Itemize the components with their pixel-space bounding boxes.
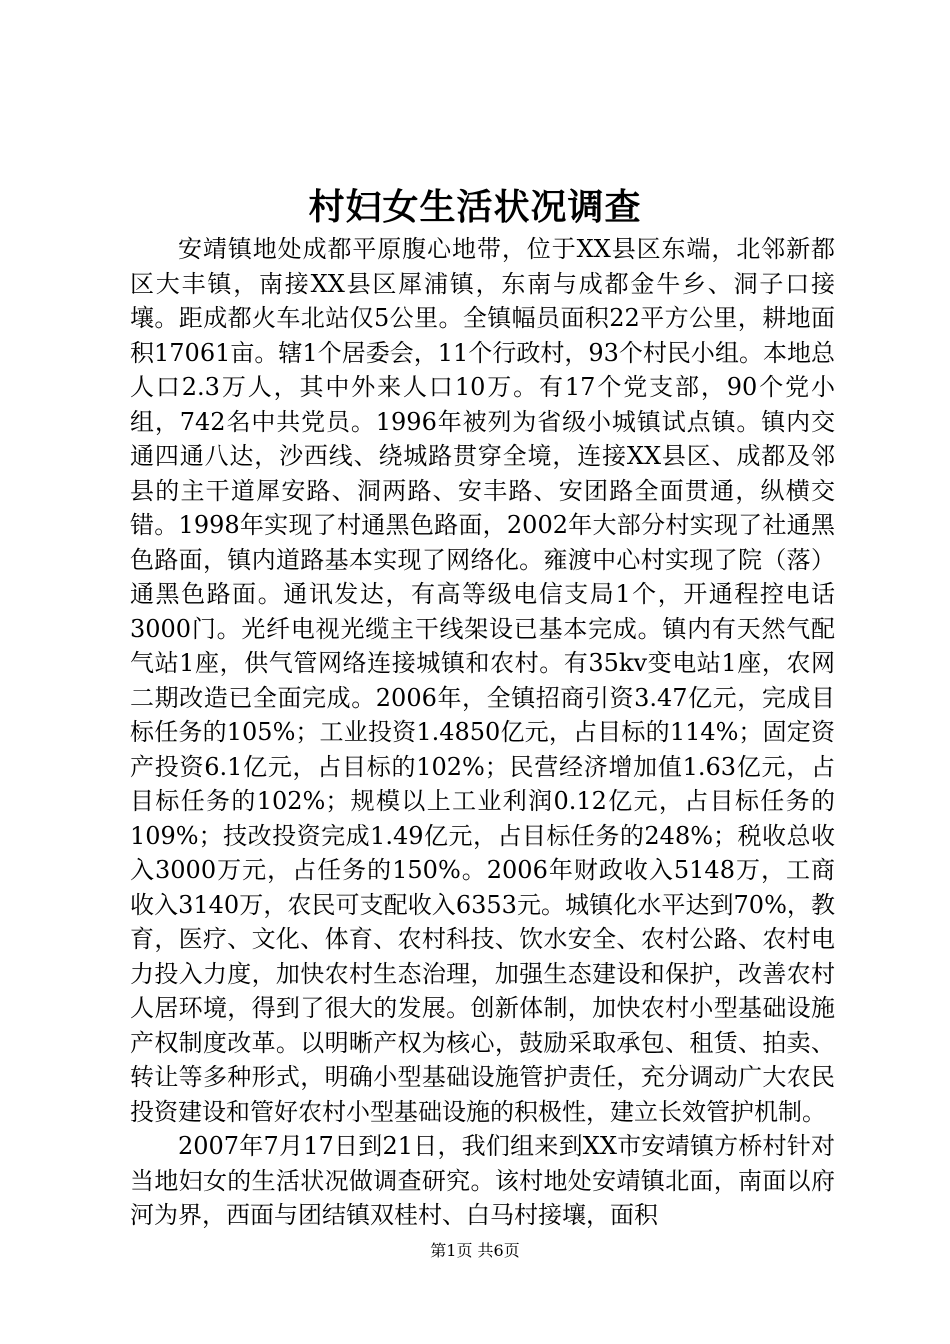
document-title: 村妇女生活状况调查 <box>308 186 642 228</box>
document-body <box>130 232 835 1233</box>
paragraph-2: 2007年7月17日到21日，我们组来到XX市安靖镇方桥村针对当地妇女的生活状况做调查研究。该村地处安靖镇北面，南面以府河为界，西面与团结镇双桂村、白马村接壤，面积 <box>130 1132 835 1229</box>
paragraph-1: 安靖镇地处成都平原腹心地带，位于XX县区东端，北邻新都区大丰镇，南接XX县区犀浦镇，东南与成都金牛乡、洞子口接壤。距成都火车北站仅5公里。全镇幅员面积22平方公里，耕地面积17061亩。辖1个居委会，11个行政村，93个村民小组。本地总人口2.3万人，其中外来人口10万。有17个党支部，90个党小组，742名中共党员。1996年被列为省级小城镇试点镇。镇内交通四通八达，沙西线、绕城路贯穿全境，连接XX县区、成都及邻县的主干道犀安路、洞两路、安丰路、安团路全面贯通，纵横交错。1998年实现了村通黑色路面，2002年大部分村实现了社通黑色路面，镇内道路基本实现了网络化。雍渡中心村实现了院（落）通黑色路面。通讯发达，有高等级电信支局1个，开通程控电话3000门。光纤电视光缆主干线架设已基本完成。镇内有天然气配气站1座，供气管网络连接城镇和农村。有35kv变电站1座，农网二期改造已全面完成。2006年，全镇招商引资3.47亿元，完成目标任务的105%；工业投资1.4850亿元，占目标的114%；固定资产投资6.1亿元，占目标的102%；民营经济增加值1.63亿元，占目标任务的102%；规模以上工业利润0.12亿元，占目标任务的109%；技改投资完成1.49亿元，占目标任务的248%；税收总收入3000万元，占任务的150%。2006年财政收入5148万，工商收入3140万，农民可支配收入6353元。城镇化水平达到70%，教育，医疗、文化、体育、农村科技、饮水安全、农村公路、农村电力投入力度，加快农村生态治理，加强生态建设和保护，改善农村人居环境，得到了很大的发展。创新体制，加快农村小型基础设施产权制度改革。以明晰产权为核心，鼓励采取承包、租赁、拍卖、转让等多种形式，明确小型基础设施管护责任，充分调动广大农民投资建设和管好农村小型基础设施的积极性，建立长效管护机制。 <box>130 235 835 1126</box>
page-footer: 第1页 共6页 <box>430 1241 520 1260</box>
